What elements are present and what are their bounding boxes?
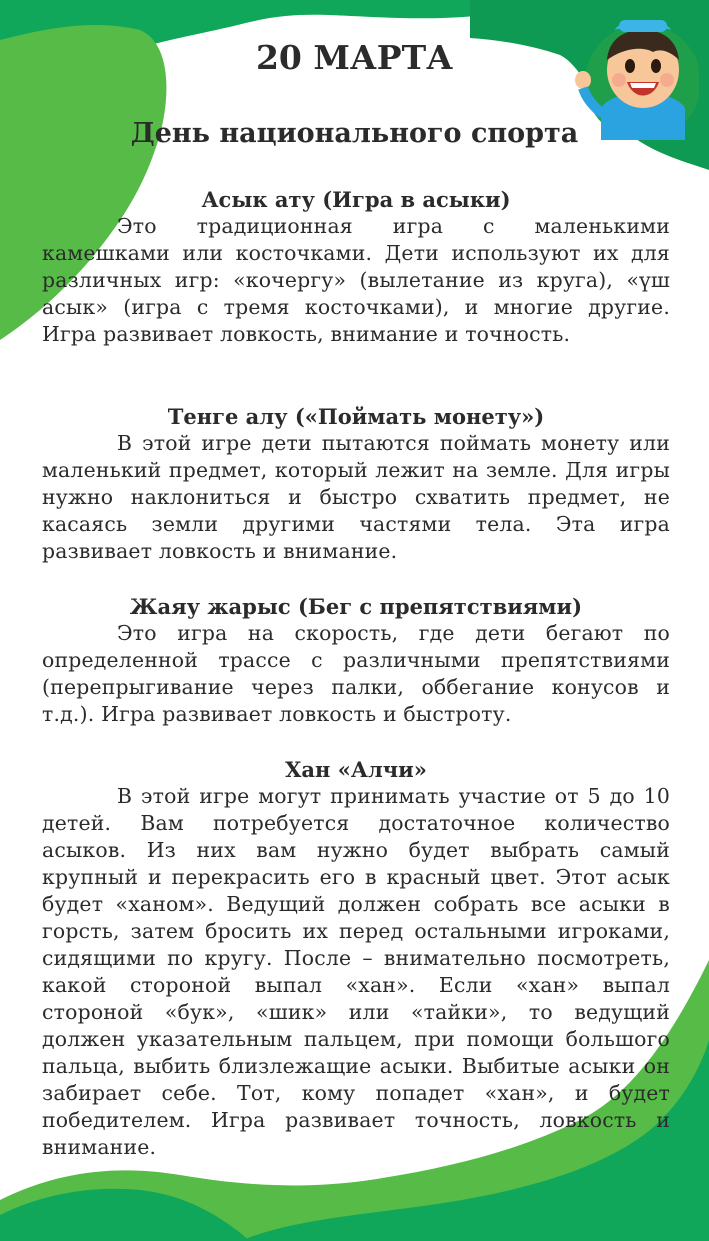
section-title: Тенге алу («Поймать монету») <box>167 404 545 429</box>
section-title: Хан «Алчи» <box>285 757 427 782</box>
section-khan-alchi <box>42 756 670 1161</box>
section-tenge-alu <box>42 403 670 565</box>
section-title: Жаяу жарыс (Бег с препятствиями) <box>129 594 583 619</box>
section-asyk-atu <box>42 186 670 348</box>
kazakh-boy-mascot-icon <box>573 8 699 144</box>
section-title: Асык ату (Игра в асыки) <box>201 187 511 212</box>
section-text: Это традиционная игра с маленькими камешками или косточками. Дети используют их для различных игр: «кочергу» (вылетание из круга), «үш асык» (игра с тремя косточками), и многие другие. Игра развивает ловкость, внимание и точность. <box>42 214 670 346</box>
page-title: День национального спорта <box>130 118 579 149</box>
section-text: В этой игре дети пытаются поймать монету или маленький предмет, который лежит на земле. Для игры нужно наклониться и быстро схватить предмет, не касаясь земли другими частями тела. Эта игра развивает ловкость и внимание. <box>42 431 670 563</box>
page-date: 20 МАРТА <box>255 38 454 77</box>
section-zhayau-zharys <box>42 593 670 728</box>
section-text: Это игра на скорость, где дети бегают по определенной трассе с различными препятствиями (перепрыгивание через палки, оббегание конусов и т.д.). Игра развивает ловкость и быстроту. <box>42 621 670 726</box>
section-text: В этой игре могут принимать участие от 5 до 10 детей. Вам потребуется достаточное количество асыков. Из них вам нужно будет выбрать самый крупный и перекрасить его в красный цвет. Этот асык будет «ханом». Ведущий должен собрать все асыки в горсть, затем бросить их перед остальными игроками, сидящими по кругу. После – внимательно посмотреть, какой стороной выпал «хан». Если «хан» выпал стороной «бук», «шик» или «тайки», то ведущий должен указательным пальцем, при помощи большого пальца, выбить близлежащие асыки. Выбитые асыки он забирает себе. Тот, кому попадет «хан», и будет победителем. Игра развивает точность, ловкость и внимание. <box>42 784 670 1159</box>
